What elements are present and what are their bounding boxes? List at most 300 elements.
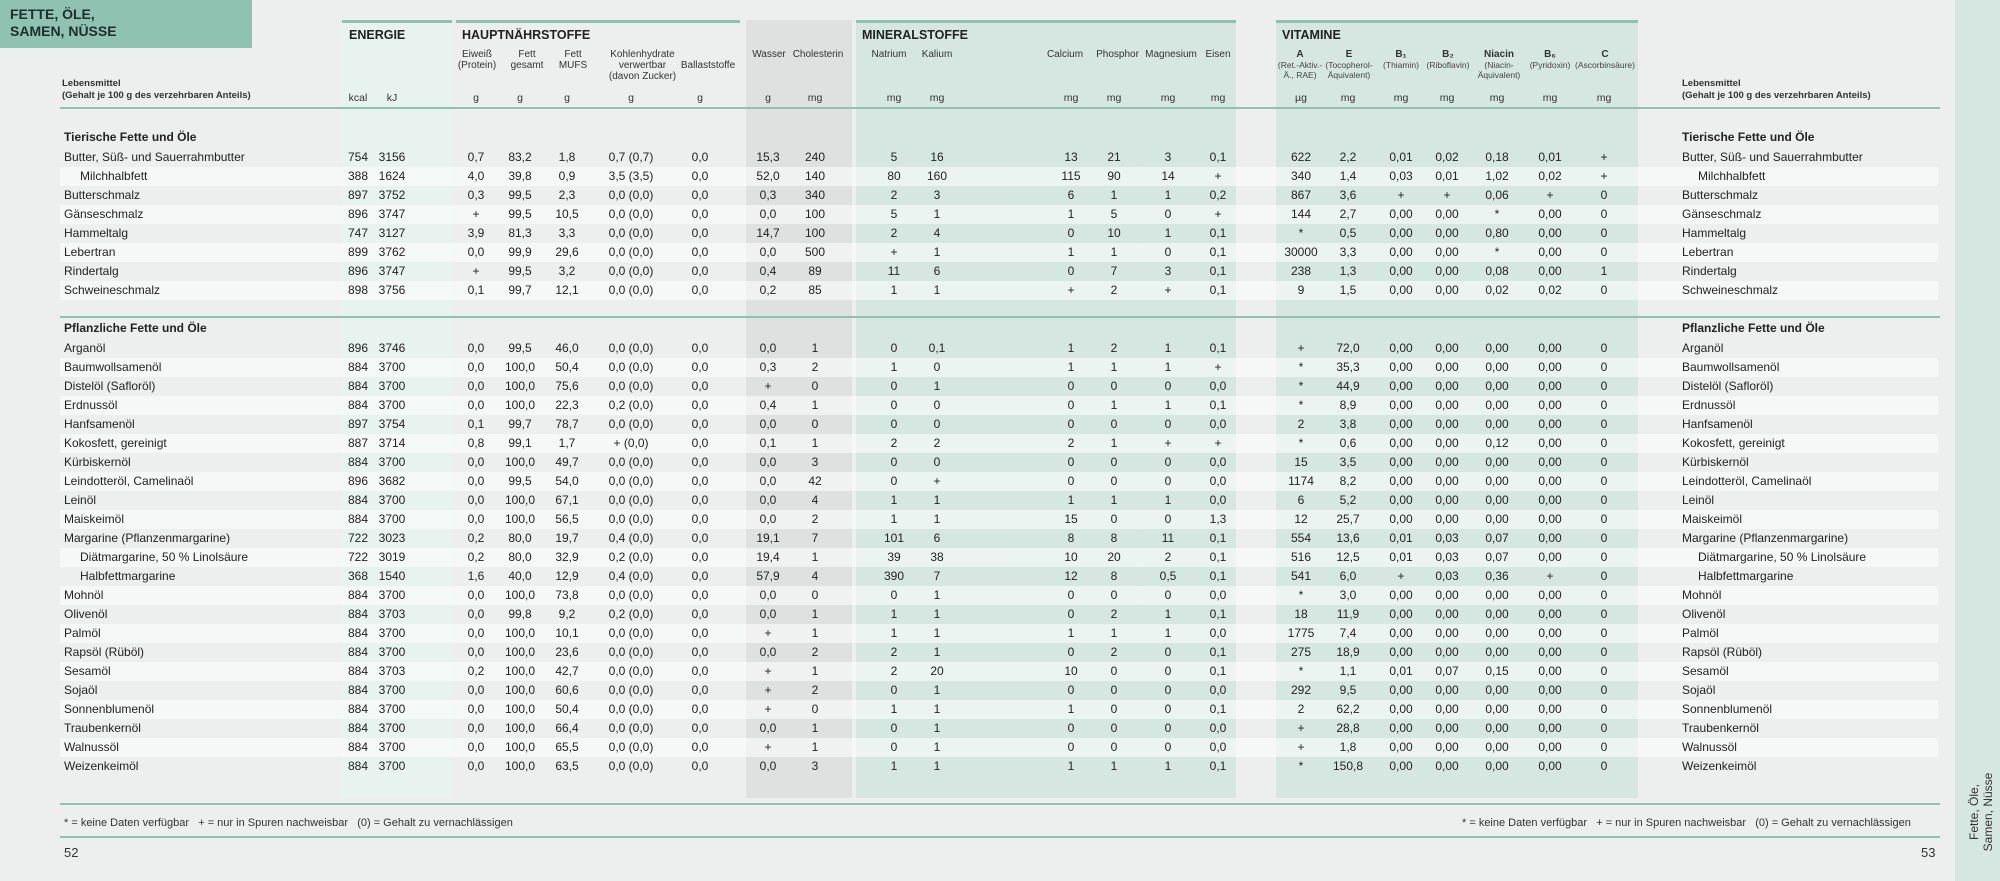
nutrient-value: 0 [1600, 759, 1608, 773]
nutrient-value: 0 [1600, 493, 1608, 507]
nutrient-value: 0,2 (0,0) [608, 550, 654, 564]
nutrient-value: 0,0 [467, 683, 485, 697]
nutrient-value: + [472, 264, 480, 278]
unit-label: mg [1393, 92, 1409, 104]
unit-label: mg [807, 92, 823, 104]
food-name: Kürbiskernöl [64, 455, 131, 469]
nutrient-value: 0,2 [759, 283, 777, 297]
nutrient-value: 0,0 [691, 493, 709, 507]
nutrient-value: 0,00 [1485, 588, 1509, 602]
nutrient-value: 12 [1064, 569, 1078, 583]
nutrient-value: 0,00 [1538, 226, 1562, 240]
nutrient-value: 0 [1067, 417, 1075, 431]
nutrient-value: 100,0 [504, 721, 536, 735]
nutrient-value: 2,3 [558, 188, 576, 202]
nutrient-value: 1 [1164, 398, 1172, 412]
unit-label: g [564, 92, 570, 104]
nutrient-value: 11 [1161, 531, 1175, 545]
nutrient-value: 0,0 [691, 759, 709, 773]
nutrient-value: 0,03 [1389, 169, 1413, 183]
nutrient-value: 2 [1297, 417, 1305, 431]
food-name-right: Halbfettmargarine [1698, 569, 1794, 583]
nutrient-value: 0,00 [1538, 207, 1562, 221]
nutrient-value: 2 [890, 645, 898, 659]
nutrient-value: 1 [933, 493, 941, 507]
nutrient-value: 0 [1164, 588, 1172, 602]
food-name-right: Kürbiskernöl [1682, 455, 1749, 469]
nutrient-value: 0 [933, 360, 941, 374]
nutrient-value: 0,1 [1209, 150, 1227, 164]
nutrient-value: 89 [808, 264, 822, 278]
nutrient-value: 8 [1110, 531, 1118, 545]
table-row [0, 548, 1955, 567]
unit-label: mg [1596, 92, 1612, 104]
nutrient-value: 0,00 [1389, 683, 1413, 697]
nutrient-value: 0,0 [759, 207, 777, 221]
nutrient-value: 0,00 [1435, 283, 1459, 297]
col-natrium: Natrium [871, 49, 907, 60]
nutrient-value: 0,0 [691, 740, 709, 754]
unit-label: mg [1106, 92, 1122, 104]
nutrient-value: 3754 [378, 417, 406, 431]
nutrient-value: 0,0 [691, 531, 709, 545]
food-name: Baumwollsamenöl [64, 360, 162, 374]
nutrient-value: 897 [347, 188, 369, 202]
nutrient-value: 0 [1067, 398, 1075, 412]
nutrient-value: 0,0 (0,0) [608, 626, 654, 640]
nutrient-value: 0,0 [759, 607, 777, 621]
nutrient-value: 99,5 [508, 188, 532, 202]
table-row [0, 377, 1955, 396]
nutrient-value: 0 [1600, 588, 1608, 602]
nutrient-value: 0,00 [1389, 512, 1413, 526]
table-row [0, 396, 1955, 415]
nutrient-value: 0,06 [1485, 188, 1509, 202]
nutrient-value: + [1214, 207, 1222, 221]
food-name: Sonnenblumenöl [64, 702, 155, 716]
nutrient-value: + [1164, 283, 1172, 297]
nutrient-value: 0,0 [759, 417, 777, 431]
table-row [0, 567, 1955, 586]
food-name-right: Sesamöl [1682, 664, 1729, 678]
nutrient-value: 0,0 [691, 474, 709, 488]
nutrient-value: 0,00 [1389, 417, 1413, 431]
nutrient-value: 0,1 [1209, 398, 1227, 412]
nutrient-value: + [1067, 283, 1075, 297]
nutrient-value: 3747 [378, 207, 406, 221]
nutrient-value: 99,9 [508, 245, 532, 259]
table-row [0, 358, 1955, 377]
nutrient-value: 0,00 [1538, 474, 1562, 488]
nutrient-value: 0 [1600, 341, 1608, 355]
nutrient-value: 1 [890, 512, 898, 526]
food-name: Margarine (Pflanzenmargarine) [64, 531, 231, 545]
nutrient-value: 0,0 [467, 626, 485, 640]
food-name-right: Weizenkeimöl [1682, 759, 1757, 773]
nutrient-value: 238 [1290, 264, 1312, 278]
nutrient-value: 516 [1290, 550, 1312, 564]
nutrient-value: 0,8 [467, 436, 485, 450]
nutrient-value: 1,3 [1339, 264, 1357, 278]
nutrient-value: 2 [811, 512, 819, 526]
nutrient-value: 0,00 [1435, 512, 1459, 526]
nutrient-value: 0,0 [759, 512, 777, 526]
nutrient-value: 0,0 [691, 264, 709, 278]
nutrient-value: 0,00 [1435, 398, 1459, 412]
nutrient-value: 0,00 [1435, 226, 1459, 240]
nutrient-value: 0,0 [691, 398, 709, 412]
food-name: Erdnussöl [64, 398, 118, 412]
food-name-right: Schweineschmalz [1682, 283, 1779, 297]
nutrient-value: 0,00 [1485, 512, 1509, 526]
nutrient-value: 0,0 (0,0) [608, 759, 654, 773]
nutrient-value: 884 [347, 493, 369, 507]
nutrient-value: 0,0 [1209, 417, 1227, 431]
nutrient-value: 3,3 [1339, 245, 1357, 259]
nutrient-value: 1540 [378, 569, 406, 583]
section-vitamine: VITAMINE [1282, 28, 1341, 42]
nutrient-value: 0 [1110, 455, 1118, 469]
nutrient-value: 0,0 [1209, 721, 1227, 735]
nutrient-value: 884 [347, 455, 369, 469]
nutrient-value: 0,0 (0,0) [608, 474, 654, 488]
nutrient-value: 0,5 [1339, 226, 1357, 240]
nutrient-value: 884 [347, 626, 369, 640]
nutrient-value: 275 [1290, 645, 1312, 659]
nutrient-value: 9,2 [558, 607, 576, 621]
nutrient-value: 0,00 [1485, 379, 1509, 393]
nutrient-value: 3,5 (3,5) [608, 169, 654, 183]
nutrient-value: 3762 [378, 245, 406, 259]
nutrient-value: 0,00 [1538, 531, 1562, 545]
nutrient-value: 3019 [378, 550, 406, 564]
col-vitamin-b1-sub: (Thiamin) [1383, 60, 1419, 70]
nutrient-value: 884 [347, 379, 369, 393]
nutrient-value: 340 [1290, 169, 1312, 183]
nutrient-value: 0,00 [1389, 436, 1413, 450]
nutrient-value: 0,00 [1389, 264, 1413, 278]
nutrient-value: 0 [1110, 721, 1118, 735]
nutrient-value: 0 [1164, 740, 1172, 754]
nutrient-value: 1 [1067, 759, 1075, 773]
nutrient-value: 0,0 [1209, 740, 1227, 754]
nutrient-value: 0,0 (0,0) [608, 455, 654, 469]
nutrient-value: 8 [1067, 531, 1075, 545]
nutrient-value: 73,8 [555, 588, 579, 602]
nutrient-value: 0,00 [1389, 207, 1413, 221]
nutrient-value: 0,0 [759, 245, 777, 259]
nutrient-value: 0,00 [1435, 588, 1459, 602]
nutrient-value: 0,1 [1209, 264, 1227, 278]
nutrient-value: 99,5 [508, 264, 532, 278]
group-heading: Tierische Fette und Öle [1682, 130, 1815, 144]
nutrient-value: 0,00 [1389, 341, 1413, 355]
nutrient-value: 0,00 [1538, 436, 1562, 450]
mineral-header-rule [856, 20, 1236, 23]
nutrient-value: 0 [1600, 379, 1608, 393]
nutrient-value: 884 [347, 664, 369, 678]
nutrient-value: 3156 [378, 150, 406, 164]
nutrient-value: 0,07 [1435, 664, 1459, 678]
nutrient-value: 0,3 [467, 188, 485, 202]
nutrient-value: 899 [347, 245, 369, 259]
nutrient-value: 0,0 [467, 645, 485, 659]
nutrient-value: 0,0 [759, 493, 777, 507]
nutrient-value: 0,0 [759, 474, 777, 488]
nutrient-value: 3 [933, 188, 941, 202]
nutrient-value: * [1494, 245, 1500, 259]
nutrient-value: 0,0 [691, 721, 709, 735]
nutrient-value: 884 [347, 512, 369, 526]
table-row [0, 757, 1955, 776]
nutrient-value: 0,0 (0,0) [608, 493, 654, 507]
nutrient-value: 0,00 [1538, 607, 1562, 621]
nutrient-value: + [1297, 740, 1305, 754]
food-name-right: Walnussöl [1682, 740, 1737, 754]
nutrient-value: 0,00 [1389, 379, 1413, 393]
nutrient-value: 0 [811, 588, 819, 602]
unit-label: mg [1489, 92, 1505, 104]
nutrient-value: 0,0 [759, 588, 777, 602]
nutrient-value: + [1397, 569, 1405, 583]
nutrient-value: 140 [804, 169, 826, 183]
nutrient-value: 884 [347, 683, 369, 697]
nutrient-value: 1 [933, 721, 941, 735]
nutrient-value: 0,0 [691, 569, 709, 583]
nutrient-value: 0,00 [1435, 626, 1459, 640]
nutrient-value: 0 [1164, 721, 1172, 735]
nutrient-value: 3,8 [1339, 417, 1357, 431]
table-row [0, 510, 1955, 529]
nutrient-value: 0 [1067, 226, 1075, 240]
nutrient-value: * [1298, 226, 1304, 240]
nutrient-value: 0,00 [1485, 759, 1509, 773]
nutrient-value: 0 [890, 474, 898, 488]
nutrient-value: 3,6 [1339, 188, 1357, 202]
nutrient-value: 0,00 [1435, 683, 1459, 697]
nutrient-value: 150,8 [1332, 759, 1364, 773]
nutrient-value: 0,0 [691, 341, 709, 355]
nutrient-value: 1 [1110, 759, 1118, 773]
nutrient-value: 1 [890, 283, 898, 297]
nutrient-value: 0,0 [759, 455, 777, 469]
table-row [0, 148, 1955, 167]
nutrient-value: 0,1 [928, 341, 946, 355]
col-eiweiss: Eiweiß (Protein) [457, 49, 497, 71]
unit-label: mg [1340, 92, 1356, 104]
nutrient-value: 0,0 (0,0) [608, 721, 654, 735]
nutrient-value: 2 [890, 436, 898, 450]
nutrient-value: 0,1 [1209, 607, 1227, 621]
nutrient-value: 1 [933, 645, 941, 659]
nutrient-value: 1,8 [558, 150, 576, 164]
nutrient-value: 0 [1067, 645, 1075, 659]
nutrient-value: 0,0 (0,0) [608, 360, 654, 374]
nutrient-value: 1 [933, 207, 941, 221]
nutrient-value: 0 [1110, 417, 1118, 431]
nutrient-value: 1 [1067, 341, 1075, 355]
nutrient-value: 0 [1600, 740, 1608, 754]
nutrient-value: 0,0 [1209, 588, 1227, 602]
nutrient-value: 0,15 [1485, 664, 1509, 678]
nutrient-value: 0,0 (0,0) [608, 226, 654, 240]
nutrient-value: 0,00 [1389, 588, 1413, 602]
haupt-header-rule [456, 20, 740, 23]
nutrient-value: 0,0 [691, 360, 709, 374]
nutrient-value: 0,0 [691, 455, 709, 469]
nutrient-value: 3700 [378, 740, 406, 754]
nutrient-value: 0,0 (0,0) [608, 645, 654, 659]
nutrient-value: 3714 [378, 436, 406, 450]
nutrient-value: 0,0 [467, 360, 485, 374]
table-row [0, 243, 1955, 262]
nutrient-value: 0 [1600, 417, 1608, 431]
nutrient-value: 99,7 [508, 283, 532, 297]
nutrient-value: 0,0 [691, 664, 709, 678]
nutrient-value: 0,0 [691, 626, 709, 640]
food-name: Maiskeimöl [64, 512, 125, 526]
table-row [0, 700, 1955, 719]
food-header-right [1682, 78, 1871, 102]
food-name: Diätmargarine, 50 % Linolsäure [80, 550, 249, 564]
nutrient-value: 3746 [378, 341, 406, 355]
nutrient-value: 39,8 [508, 169, 532, 183]
food-name: Arganöl [64, 341, 106, 355]
nutrient-value: 0,1 [759, 436, 777, 450]
food-name-right: Traubenkernöl [1682, 721, 1759, 735]
nutrient-value: 0,00 [1485, 360, 1509, 374]
nutrient-value: 500 [804, 245, 826, 259]
nutrient-value: 18 [1294, 607, 1308, 621]
nutrient-value: 7 [811, 531, 819, 545]
nutrient-value: 0,2 [467, 664, 485, 678]
nutrient-value: 11 [887, 264, 901, 278]
nutrient-value: 54,0 [555, 474, 579, 488]
nutrient-value: 2 [890, 664, 898, 678]
nutrient-value: 28,8 [1336, 721, 1360, 735]
table-row [0, 643, 1955, 662]
nutrient-value: 1 [1067, 245, 1075, 259]
nutrient-value: 1 [811, 341, 819, 355]
table-row [0, 167, 1955, 186]
nutrient-value: 0,0 [467, 702, 485, 716]
nutrient-value: 0 [890, 588, 898, 602]
nutrient-value: 0 [1067, 607, 1075, 621]
nutrient-value: 0,03 [1435, 569, 1459, 583]
nutrient-value: 0,00 [1435, 607, 1459, 621]
nutrient-value: 747 [347, 226, 369, 240]
nutrient-value: 35,3 [1336, 360, 1360, 374]
nutrient-value: 0 [1164, 664, 1172, 678]
nutrient-value: + [1214, 360, 1222, 374]
nutrient-value: 3700 [378, 683, 406, 697]
unit-label: mg [1439, 92, 1455, 104]
nutrient-value: 22,3 [555, 398, 579, 412]
nutrient-value: 754 [347, 150, 369, 164]
nutrient-value: 0,2 (0,0) [608, 398, 654, 412]
nutrient-value: 3 [811, 759, 819, 773]
section-energie: ENERGIE [349, 28, 406, 42]
nutrient-value: 0,0 [691, 588, 709, 602]
nutrient-value: 0 [890, 721, 898, 735]
nutrient-value: 0,00 [1435, 379, 1459, 393]
nutrient-value: 1,8 [1339, 740, 1357, 754]
nutrient-value: 0 [1164, 683, 1172, 697]
nutrient-value: 1 [933, 512, 941, 526]
nutrient-value: 0,00 [1389, 702, 1413, 716]
nutrient-value: 340 [804, 188, 826, 202]
nutrient-value: 0,0 [759, 341, 777, 355]
nutrient-value: 1 [890, 759, 898, 773]
nutrient-value: 100,0 [504, 360, 536, 374]
nutrient-value: 100,0 [504, 493, 536, 507]
side-tab-label [1966, 758, 1995, 870]
food-name: Butterschmalz [64, 188, 141, 202]
nutrient-value: 722 [347, 531, 369, 545]
category-tab: FETTE, ÖLE, SAMEN, NÜSSE [0, 0, 252, 48]
nutrient-value: 10 [1107, 226, 1121, 240]
nutrient-value: 12,9 [555, 569, 579, 583]
nutrient-value: 2 [933, 436, 941, 450]
food-name: Rindertalg [64, 264, 119, 278]
nutrient-value: 0 [1600, 207, 1608, 221]
nutrient-value: 6 [1067, 188, 1075, 202]
nutrient-value: 0,00 [1538, 702, 1562, 716]
nutrient-value: 0,0 (0,0) [608, 341, 654, 355]
table-row [0, 281, 1955, 300]
nutrient-value: 0,00 [1389, 645, 1413, 659]
nutrient-value: 1 [811, 436, 819, 450]
food-name: Sesamöl [64, 664, 111, 678]
nutrient-value: + [1164, 436, 1172, 450]
nutrient-value: 3700 [378, 398, 406, 412]
nutrient-value: 3 [1164, 150, 1172, 164]
food-name: Traubenkernöl [64, 721, 141, 735]
nutrient-value: 2,7 [1339, 207, 1357, 221]
nutrient-value: + [1297, 721, 1305, 735]
food-name-right: Leinöl [1682, 493, 1715, 507]
nutrient-value: 0,0 [691, 188, 709, 202]
nutrient-value: 10 [1064, 664, 1078, 678]
nutrient-value: 85 [808, 283, 822, 297]
nutrient-value: 0 [1600, 702, 1608, 716]
nutrient-value: 1 [933, 740, 941, 754]
nutrient-value: 2,2 [1339, 150, 1357, 164]
nutrient-value: 0 [1110, 588, 1118, 602]
food-name: Kokosfett, gereinigt [64, 436, 167, 450]
nutrient-value: 0,0 [1209, 493, 1227, 507]
section-mineralstoffe: MINERALSTOFFE [862, 28, 969, 42]
nutrient-value: 887 [347, 436, 369, 450]
nutrient-value: 0,1 [1209, 702, 1227, 716]
nutrient-value: 1 [933, 683, 941, 697]
nutrient-value: 80,0 [508, 550, 532, 564]
nutrient-value: 897 [347, 417, 369, 431]
nutrient-value: 0 [811, 702, 819, 716]
nutrient-value: 62,2 [1336, 702, 1360, 716]
col-ballaststoffe: Ballaststoffe [680, 60, 736, 71]
group-divider-rule [60, 316, 1940, 318]
unit-label: g [517, 92, 523, 104]
nutrient-value: + (0,0) [613, 436, 649, 450]
nutrient-value: 1 [1164, 188, 1172, 202]
nutrient-value: 0,0 [467, 455, 485, 469]
nutrient-value: 0,03 [1435, 550, 1459, 564]
nutrient-value: 12 [1294, 512, 1308, 526]
unit-label: kJ [386, 92, 398, 104]
nutrient-value: 1 [933, 245, 941, 259]
nutrient-value: 2 [890, 188, 898, 202]
